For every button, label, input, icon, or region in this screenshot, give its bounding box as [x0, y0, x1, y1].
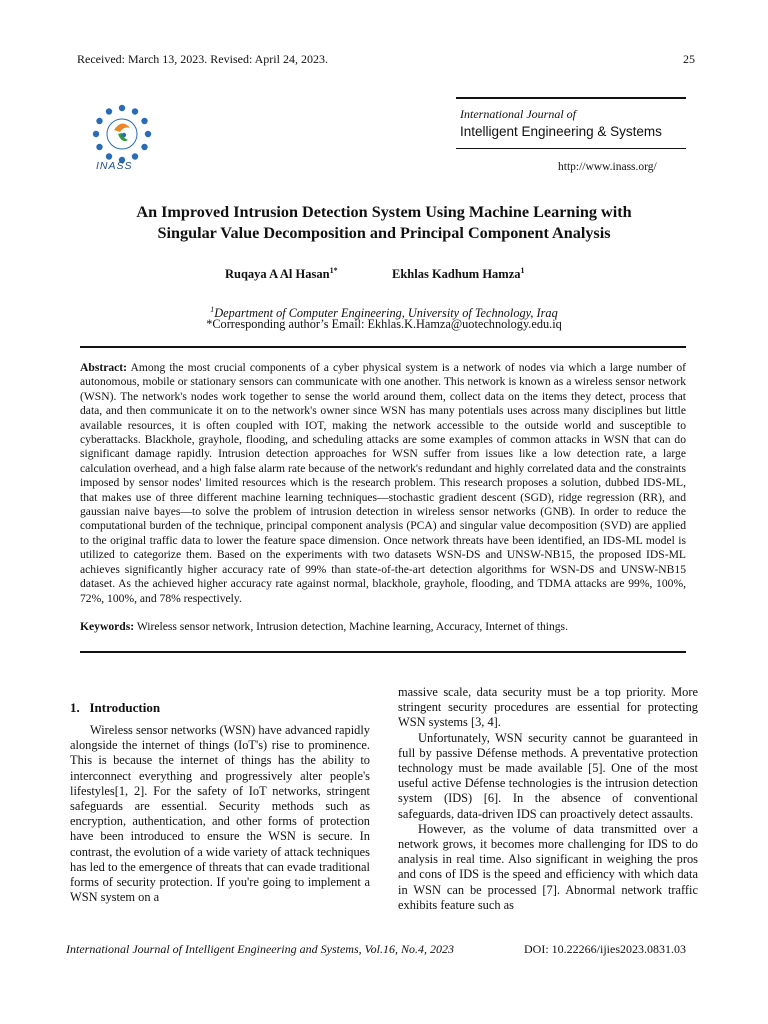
abstract-text: Among the most crucial components of a cyber physical system is a network of nodes via which a large number of autonomous, mobile or stationary sensors can communicate with one another. This network is known as a wireless sensor network (WSN). The network's nodes work together to sense the world around them, collect data on the items they detect, process that data, and then communicate it on to the network's owner since WSN has many potentials uses across many disciplines but little available resources, it is often coupled with IOT, making the network accessible to the outside world and susceptible to cyberattacks. Blackhole, grayhole, flooding, and scheduling attacks are some examples of common attacks in WSN that can do significant damage rapidly. Intrusion detection approaches for WSN suffer from issues like a low detection rate, a large calculation overhead, and a high false alarm rate because of the network's redundant and highly correlated data and the constraints imposed by sensor nodes' limited resources which is the research problem. This research proposes a solution, dubbed IDS-ML, that makes use of three different machine learning techniques—stochastic gradient descent (SGD), ridge regression (RR), and gaussian naive bayes—to solve the problem of intrusion detection in wireless sensor networks (GNB). In order to reduce the computational burden of the technique, principal component analysis (PCA) and singular value decomposition (SVD) are applied to the original traffic data to lower the feature space dimension. Once network threats have been identified, an IDS-ML model is utilized to categorize them. Based on the experiments with two datasets WSN-DS and UNSW-NB15, the proposed IDS-ML achieves significantly higher accuracy rate of 99% than state-of-the-art detection algorithms for WSN-DS and UNSW-NB15 dataset. As the achieved higher accuracy rate against normal, blackhole, grayhole, flooding, and TDMA attacks are 99%, 100%, 72%, 100%, and 78% respectively.	[80, 361, 686, 605]
page-number: 25	[683, 52, 695, 66]
footer-journal-reference: International Journal of Intelligent Engineering and Systems, Vol.16, No.4, 2023	[66, 942, 454, 956]
keywords-label: Keywords:	[80, 620, 135, 633]
intro-paragraph-3: Unfortunately, WSN security cannot be guaranteed in full by passive Défense methods. A preventative protection technology must be made available [5]. One of the most useful active Défense technologies is the intrusion detection system (IDS) [6]. In the absence of conventional safeguards, data-driven IDS can proactively detect assaults.	[398, 730, 698, 821]
abstract-bottom-rule	[80, 651, 686, 653]
paper-title	[0, 202, 768, 244]
inass-logo-text: INASS	[96, 160, 133, 172]
keywords	[80, 620, 686, 634]
footer-doi[interactable]: DOI: 10.22266/ijies2023.0831.03	[524, 942, 686, 956]
inass-logo	[92, 104, 152, 164]
author-2: Ekhlas Kadhum Hamza$^1$	[392, 266, 525, 282]
section-heading: 1. Introduction	[70, 700, 161, 715]
paper-title-line2: Singular Value Decomposition and Principal Component Analysis	[157, 224, 611, 242]
intro-paragraph-4: However, as the volume of data transmitted over a network grows, it becomes more challenging for IDS to do analysis in real time. Also significant in weighing the pros and cons of IDS is the speed and efficiency with which data in WSN can be processed [7]. Abnormal network traffic exhibits feature such as	[398, 821, 698, 912]
abstract-label: Abstract:	[80, 361, 128, 374]
intro-paragraph-2: massive scale, data security must be a top priority. More stringent security procedures are essential for protecting WSN systems [3, 4].	[398, 685, 698, 730]
corresponding-author: *Corresponding author’s Email: Ekhlas.K.Hamza@uotechnology.edu.iq	[206, 317, 562, 331]
keywords-text: Wireless sensor network, Intrusion detection, Machine learning, Accuracy, Internet of things.	[136, 620, 568, 633]
journal-top-rule	[456, 97, 686, 99]
journal-name-line1: International Journal of	[460, 107, 576, 121]
journal-url[interactable]: http://www.inass.org/	[558, 161, 657, 173]
affiliation-dept: $^1$Department of Computer Engineering, University of Technology, Iraq	[210, 305, 558, 321]
inass-logo-icon	[92, 104, 152, 164]
journal-bottom-rule	[456, 148, 686, 149]
paper-title-line1: An Improved Intrusion Detection System Using Machine Learning with	[136, 203, 632, 221]
journal-name-line2: Intelligent Engineering & Systems	[460, 124, 662, 139]
intro-paragraph-1: Wireless sensor networks (WSN) have advanced rapidly alongside the internet of things (IoT's) rise to prominence. This is because the internet of things has the ability to interconnect everything and progressively alter people's lifestyles[1, 2]. For the safety of IoT networks, stringent safeguards are essential. Security methods such as encryption, authentication, and other forms of protection have been introduced to ensure the WSN is secure. In contrast, the evolution of a wide variety of attack techniques has led to the emergence of threats that can evade traditional forms of security protection. If you're going to implement a WSN system on a	[70, 723, 370, 905]
received-revised-dates: Received: March 13, 2023. Revised: April 24, 2023.	[77, 52, 328, 66]
left-column	[70, 723, 370, 905]
author-1: Ruqaya A Al Hasan$^{1*}$	[225, 266, 338, 282]
right-column	[398, 685, 698, 913]
abstract	[80, 361, 686, 606]
abstract-top-rule	[80, 346, 686, 348]
